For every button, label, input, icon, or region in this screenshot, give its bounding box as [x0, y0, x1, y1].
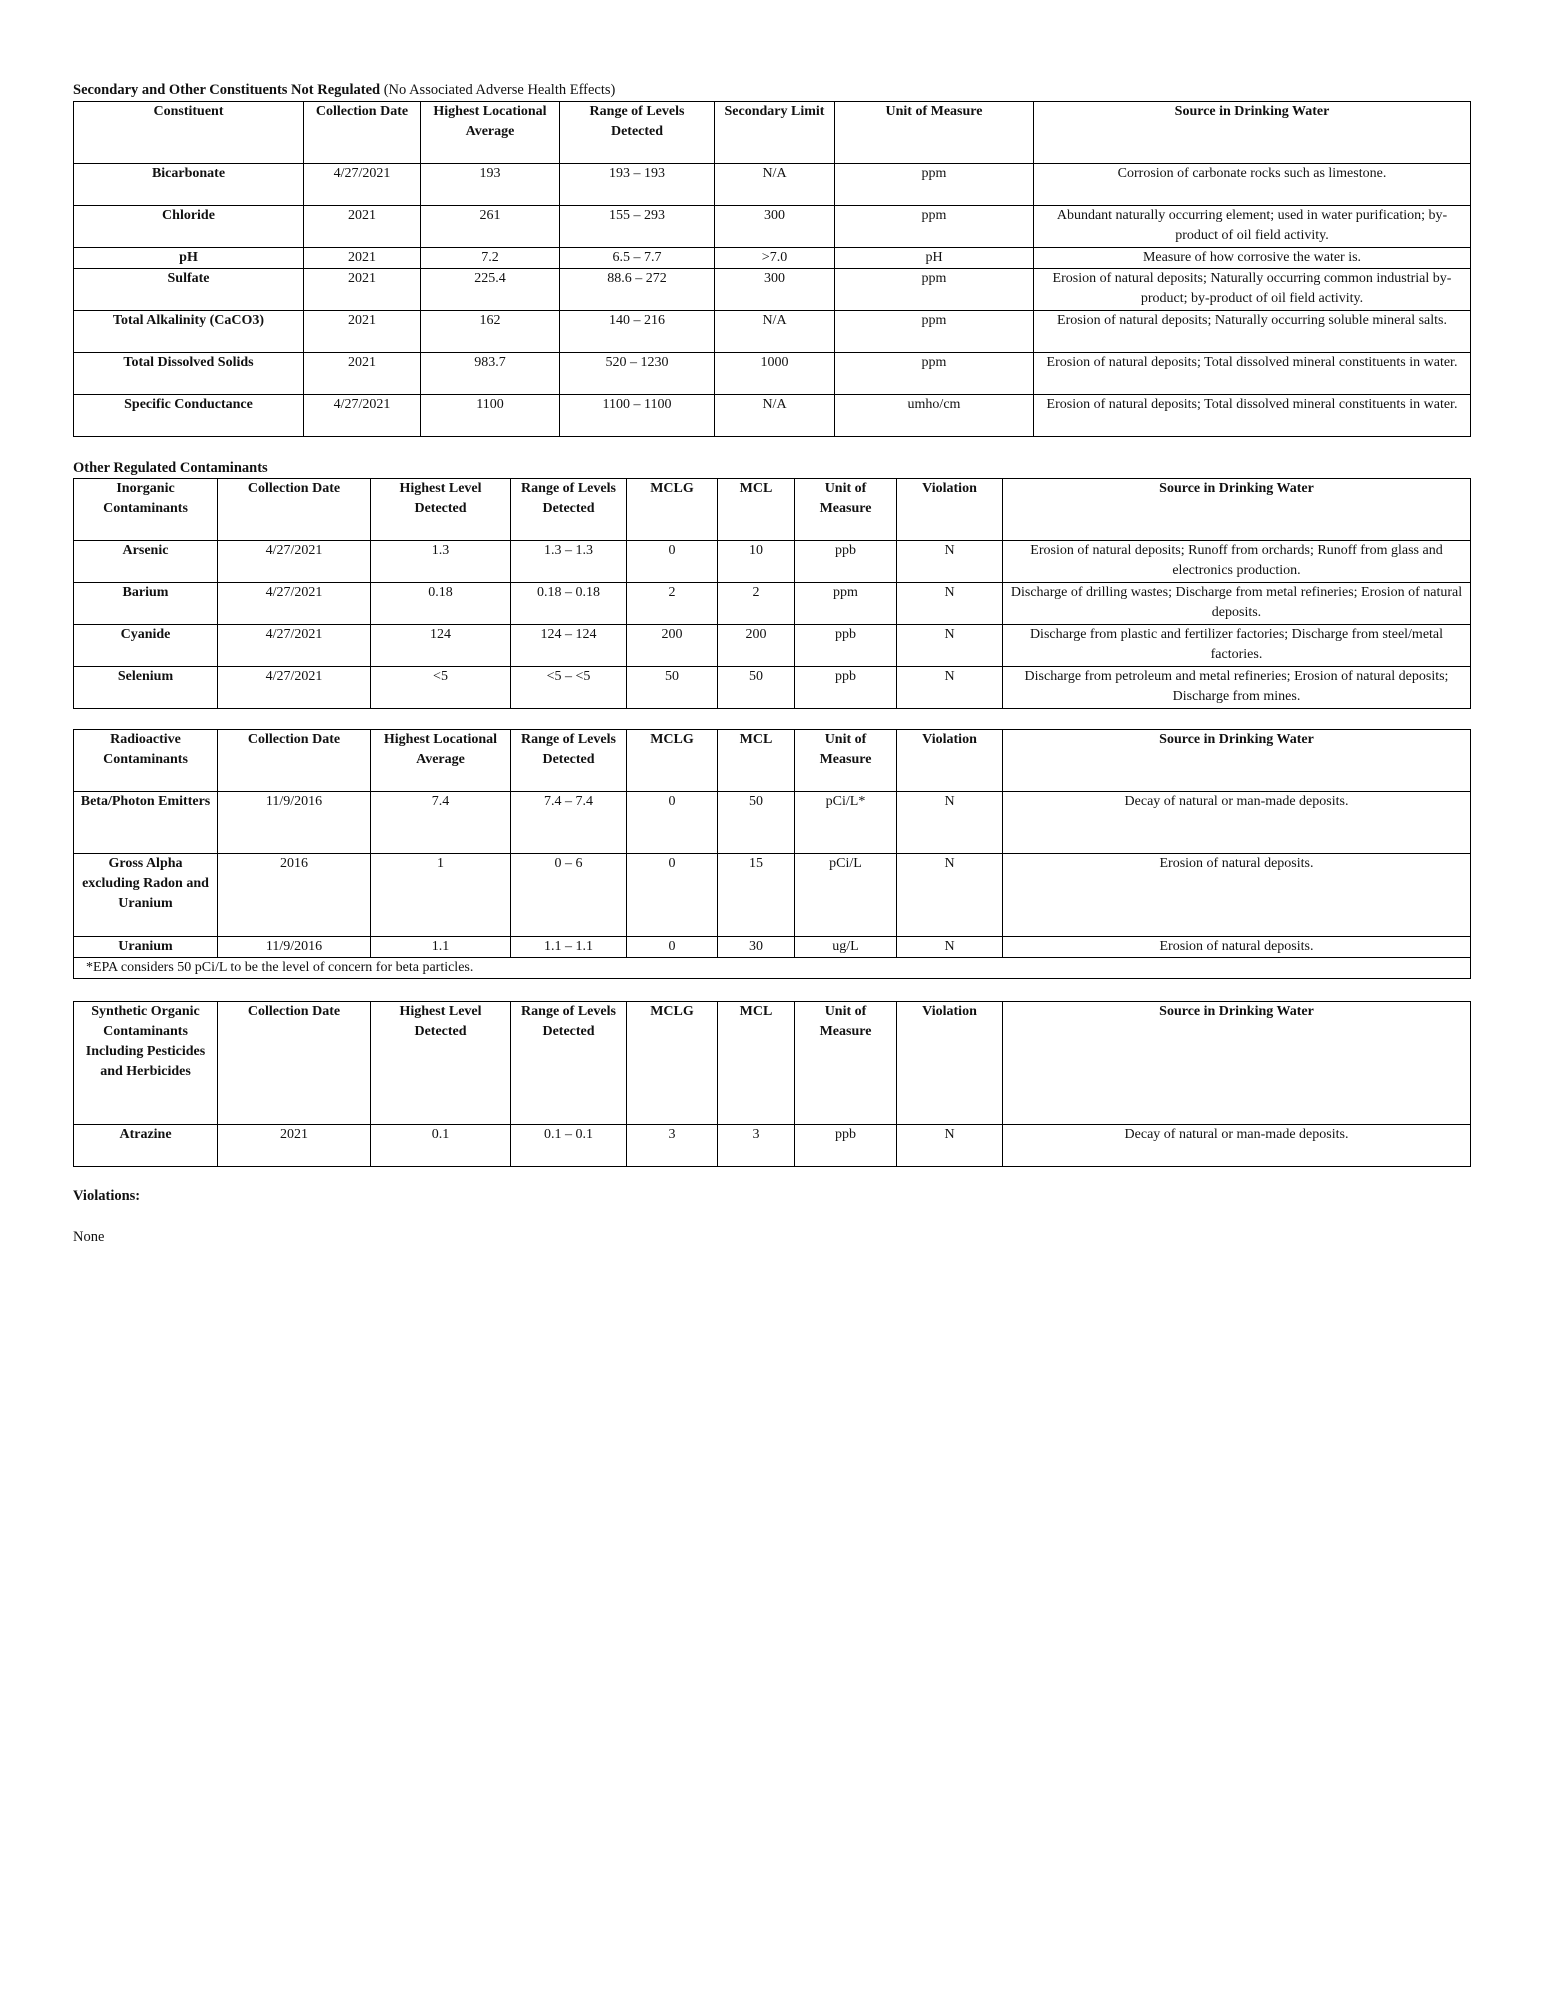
table-row	[74, 625, 1471, 667]
col-header: Range of Levels Detected	[511, 1002, 627, 1125]
col-header: Source in Drinking Water	[1034, 102, 1471, 164]
col-header: Range of Levels Detected	[560, 102, 715, 164]
table-cell: ppb	[795, 1125, 897, 1167]
table-cell: 1.3 – 1.3	[511, 541, 627, 583]
table-cell: 140 – 216	[560, 311, 715, 353]
table-cell: 2	[718, 583, 795, 625]
col-header: Highest Locational Average	[421, 102, 560, 164]
table-cell: 2	[627, 583, 718, 625]
table-row	[74, 583, 1471, 625]
table-cell: 2021	[304, 311, 421, 353]
col-header: MCLG	[627, 479, 718, 541]
col-header: MCLG	[627, 1002, 718, 1125]
table-cell: Erosion of natural deposits; Total dissolved mineral constituents in water.	[1034, 353, 1471, 395]
table-cell: 1	[371, 854, 511, 937]
table-cell: 124	[371, 625, 511, 667]
table-cell: Erosion of natural deposits.	[1003, 854, 1471, 937]
table-row	[74, 206, 1471, 248]
table-cell: >7.0	[715, 248, 835, 269]
table-cell: Arsenic	[74, 541, 218, 583]
col-header: Radioactive Contaminants	[74, 730, 218, 792]
table-cell: ppm	[835, 269, 1034, 311]
table-cell: N	[897, 1125, 1003, 1167]
table-cell: pCi/L*	[795, 792, 897, 854]
col-header: MCL	[718, 1002, 795, 1125]
table-cell: Total Dissolved Solids	[74, 353, 304, 395]
table-cell: 0	[627, 541, 718, 583]
table-cell: 2016	[218, 854, 371, 937]
table-cell: 4/27/2021	[218, 625, 371, 667]
table-cell: 88.6 – 272	[560, 269, 715, 311]
table-row	[74, 541, 1471, 583]
table-cell: N	[897, 792, 1003, 854]
table-cell: N	[897, 854, 1003, 937]
table-row	[74, 667, 1471, 709]
table-cell: Chloride	[74, 206, 304, 248]
table-cell: 3	[718, 1125, 795, 1167]
table-cell: N	[897, 937, 1003, 958]
table-cell: Barium	[74, 583, 218, 625]
table-cell: 4/27/2021	[218, 541, 371, 583]
table-cell: Cyanide	[74, 625, 218, 667]
table-cell: 0.18	[371, 583, 511, 625]
table-cell: Erosion of natural deposits; Total dissolved mineral constituents in water.	[1034, 395, 1471, 437]
table-cell: Measure of how corrosive the water is.	[1034, 248, 1471, 269]
radioactive-table	[73, 729, 1471, 979]
table-cell: 0.1 – 0.1	[511, 1125, 627, 1167]
table-cell: ppb	[795, 667, 897, 709]
table-cell: ppm	[835, 311, 1034, 353]
col-header: Collection Date	[218, 730, 371, 792]
table-cell: 1100	[421, 395, 560, 437]
table-cell: pH	[835, 248, 1034, 269]
col-header: Inorganic Contaminants	[74, 479, 218, 541]
table-cell: 7.4 – 7.4	[511, 792, 627, 854]
table-row	[74, 164, 1471, 206]
table-cell: <5	[371, 667, 511, 709]
table-row	[74, 1125, 1471, 1167]
table-cell: 30	[718, 937, 795, 958]
table-cell: Uranium	[74, 937, 218, 958]
table-cell: 300	[715, 206, 835, 248]
table-cell: 2021	[218, 1125, 371, 1167]
table-cell: 1.1	[371, 937, 511, 958]
table-cell: 10	[718, 541, 795, 583]
table-cell: 2021	[304, 206, 421, 248]
col-header: Highest Level Detected	[371, 479, 511, 541]
col-header: Source in Drinking Water	[1003, 479, 1471, 541]
col-header: Constituent	[74, 102, 304, 164]
secondary-header-row	[74, 102, 1471, 164]
table-cell: N/A	[715, 311, 835, 353]
table-cell: N/A	[715, 395, 835, 437]
table-row	[74, 269, 1471, 311]
table-cell: 200	[718, 625, 795, 667]
table-cell: 11/9/2016	[218, 792, 371, 854]
table-cell: Erosion of natural deposits; Naturally occurring soluble mineral salts.	[1034, 311, 1471, 353]
inorganic-header-row	[74, 479, 1471, 541]
table-cell: ppb	[795, 541, 897, 583]
synthetic-header-row	[74, 1002, 1471, 1125]
synthetic-table	[73, 1001, 1471, 1167]
col-header: Collection Date	[304, 102, 421, 164]
table-cell: Discharge of drilling wastes; Discharge from metal refineries; Erosion of natural deposits.	[1003, 583, 1471, 625]
table-cell: 50	[718, 667, 795, 709]
table-cell: 225.4	[421, 269, 560, 311]
col-header: Violation	[897, 730, 1003, 792]
table-row	[74, 311, 1471, 353]
table-cell: N	[897, 541, 1003, 583]
col-header: MCLG	[627, 730, 718, 792]
table-row	[74, 792, 1471, 854]
table-cell: 1100 – 1100	[560, 395, 715, 437]
beta-footnote: *EPA considers 50 pCi/L to be the level of concern for beta particles.	[74, 958, 1471, 979]
table-cell: 4/27/2021	[304, 164, 421, 206]
table-cell: N/A	[715, 164, 835, 206]
table-cell: 0	[627, 937, 718, 958]
table-cell: 983.7	[421, 353, 560, 395]
table-cell: 3	[627, 1125, 718, 1167]
table-cell: Sulfate	[74, 269, 304, 311]
table-cell: ppm	[795, 583, 897, 625]
table-row	[74, 395, 1471, 437]
table-cell: Erosion of natural deposits; Runoff from orchards; Runoff from glass and electronics production.	[1003, 541, 1471, 583]
table-cell: 50	[627, 667, 718, 709]
table-cell: Beta/Photon Emitters	[74, 792, 218, 854]
table-cell: 155 – 293	[560, 206, 715, 248]
table-cell: pH	[74, 248, 304, 269]
table-cell: N	[897, 583, 1003, 625]
table-cell: 0.1	[371, 1125, 511, 1167]
table-cell: N	[897, 667, 1003, 709]
table-cell: Selenium	[74, 667, 218, 709]
col-header: Collection Date	[218, 1002, 371, 1125]
table-cell: 261	[421, 206, 560, 248]
col-header: Unit of Measure	[795, 730, 897, 792]
table-cell: ppm	[835, 206, 1034, 248]
table-cell: 162	[421, 311, 560, 353]
col-header: Unit of Measure	[835, 102, 1034, 164]
table-cell: 0	[627, 854, 718, 937]
violations-heading: Violations:	[73, 1188, 141, 1204]
table-cell: 1.1 – 1.1	[511, 937, 627, 958]
table-cell: 0.18 – 0.18	[511, 583, 627, 625]
table-cell: 2021	[304, 353, 421, 395]
table-row	[74, 248, 1471, 269]
col-header: Highest Locational Average	[371, 730, 511, 792]
other-regulated-title: Other Regulated Contaminants	[73, 460, 268, 476]
table-cell: 200	[627, 625, 718, 667]
col-header: Secondary Limit	[715, 102, 835, 164]
table-cell: 193 – 193	[560, 164, 715, 206]
inorganic-table	[73, 478, 1471, 709]
table-cell: Erosion of natural deposits.	[1003, 937, 1471, 958]
radioactive-header-row	[74, 730, 1471, 792]
table-cell: 7.2	[421, 248, 560, 269]
table-row	[74, 353, 1471, 395]
table-cell: 0	[627, 792, 718, 854]
table-cell: Gross Alpha excluding Radon and Uranium	[74, 854, 218, 937]
table-cell: Atrazine	[74, 1125, 218, 1167]
secondary-title-note: (No Associated Adverse Health Effects)	[380, 82, 616, 98]
table-cell: 6.5 – 7.7	[560, 248, 715, 269]
col-header: Violation	[897, 479, 1003, 541]
table-cell: 7.4	[371, 792, 511, 854]
table-cell: 0 – 6	[511, 854, 627, 937]
secondary-title-bold: Secondary and Other Constituents Not Regulated	[73, 82, 381, 98]
table-cell: Corrosion of carbonate rocks such as limestone.	[1034, 164, 1471, 206]
table-cell: 2021	[304, 248, 421, 269]
table-cell: Discharge from plastic and fertilizer factories; Discharge from steel/metal factories.	[1003, 625, 1471, 667]
table-cell: ppb	[795, 625, 897, 667]
table-cell: N	[897, 625, 1003, 667]
table-cell: 124 – 124	[511, 625, 627, 667]
table-cell: pCi/L	[795, 854, 897, 937]
col-header: Unit of Measure	[795, 1002, 897, 1125]
table-cell: 520 – 1230	[560, 353, 715, 395]
table-cell: 4/27/2021	[304, 395, 421, 437]
table-cell: Decay of natural or man-made deposits.	[1003, 1125, 1471, 1167]
table-cell: 193	[421, 164, 560, 206]
table-cell: 300	[715, 269, 835, 311]
table-row	[74, 937, 1471, 958]
table-cell: umho/cm	[835, 395, 1034, 437]
table-cell: Decay of natural or man-made deposits.	[1003, 792, 1471, 854]
violations-text: None	[73, 1229, 105, 1245]
table-cell: ug/L	[795, 937, 897, 958]
table-cell: ppm	[835, 353, 1034, 395]
col-header: Source in Drinking Water	[1003, 730, 1471, 792]
table-cell: Bicarbonate	[74, 164, 304, 206]
col-header: Synthetic Organic Contaminants Including Pesticides and Herbicides	[74, 1002, 218, 1125]
table-cell: Discharge from petroleum and metal refineries; Erosion of natural deposits; Discharge from mines.	[1003, 667, 1471, 709]
table-cell: 4/27/2021	[218, 667, 371, 709]
table-cell: Abundant naturally occurring element; used in water purification; by-product of oil field activity.	[1034, 206, 1471, 248]
footnote-row	[74, 958, 1471, 979]
table-cell: <5 – <5	[511, 667, 627, 709]
col-header: Collection Date	[218, 479, 371, 541]
table-cell: 1000	[715, 353, 835, 395]
table-cell: 11/9/2016	[218, 937, 371, 958]
table-cell: 4/27/2021	[218, 583, 371, 625]
table-cell: ppm	[835, 164, 1034, 206]
col-header: Range of Levels Detected	[511, 479, 627, 541]
col-header: Range of Levels Detected	[511, 730, 627, 792]
table-cell: 15	[718, 854, 795, 937]
table-cell: Erosion of natural deposits; Naturally occurring common industrial by-product; by-product of oil field activity.	[1034, 269, 1471, 311]
col-header: MCL	[718, 479, 795, 541]
table-cell: 1.3	[371, 541, 511, 583]
table-cell: 2021	[304, 269, 421, 311]
col-header: Highest Level Detected	[371, 1002, 511, 1125]
col-header: Violation	[897, 1002, 1003, 1125]
secondary-table	[73, 101, 1471, 437]
table-cell: Total Alkalinity (CaCO3)	[74, 311, 304, 353]
secondary-section-title	[73, 81, 615, 99]
table-cell: Specific Conductance	[74, 395, 304, 437]
col-header: Source in Drinking Water	[1003, 1002, 1471, 1125]
col-header: MCL	[718, 730, 795, 792]
table-cell: 50	[718, 792, 795, 854]
table-row	[74, 854, 1471, 937]
col-header: Unit of Measure	[795, 479, 897, 541]
